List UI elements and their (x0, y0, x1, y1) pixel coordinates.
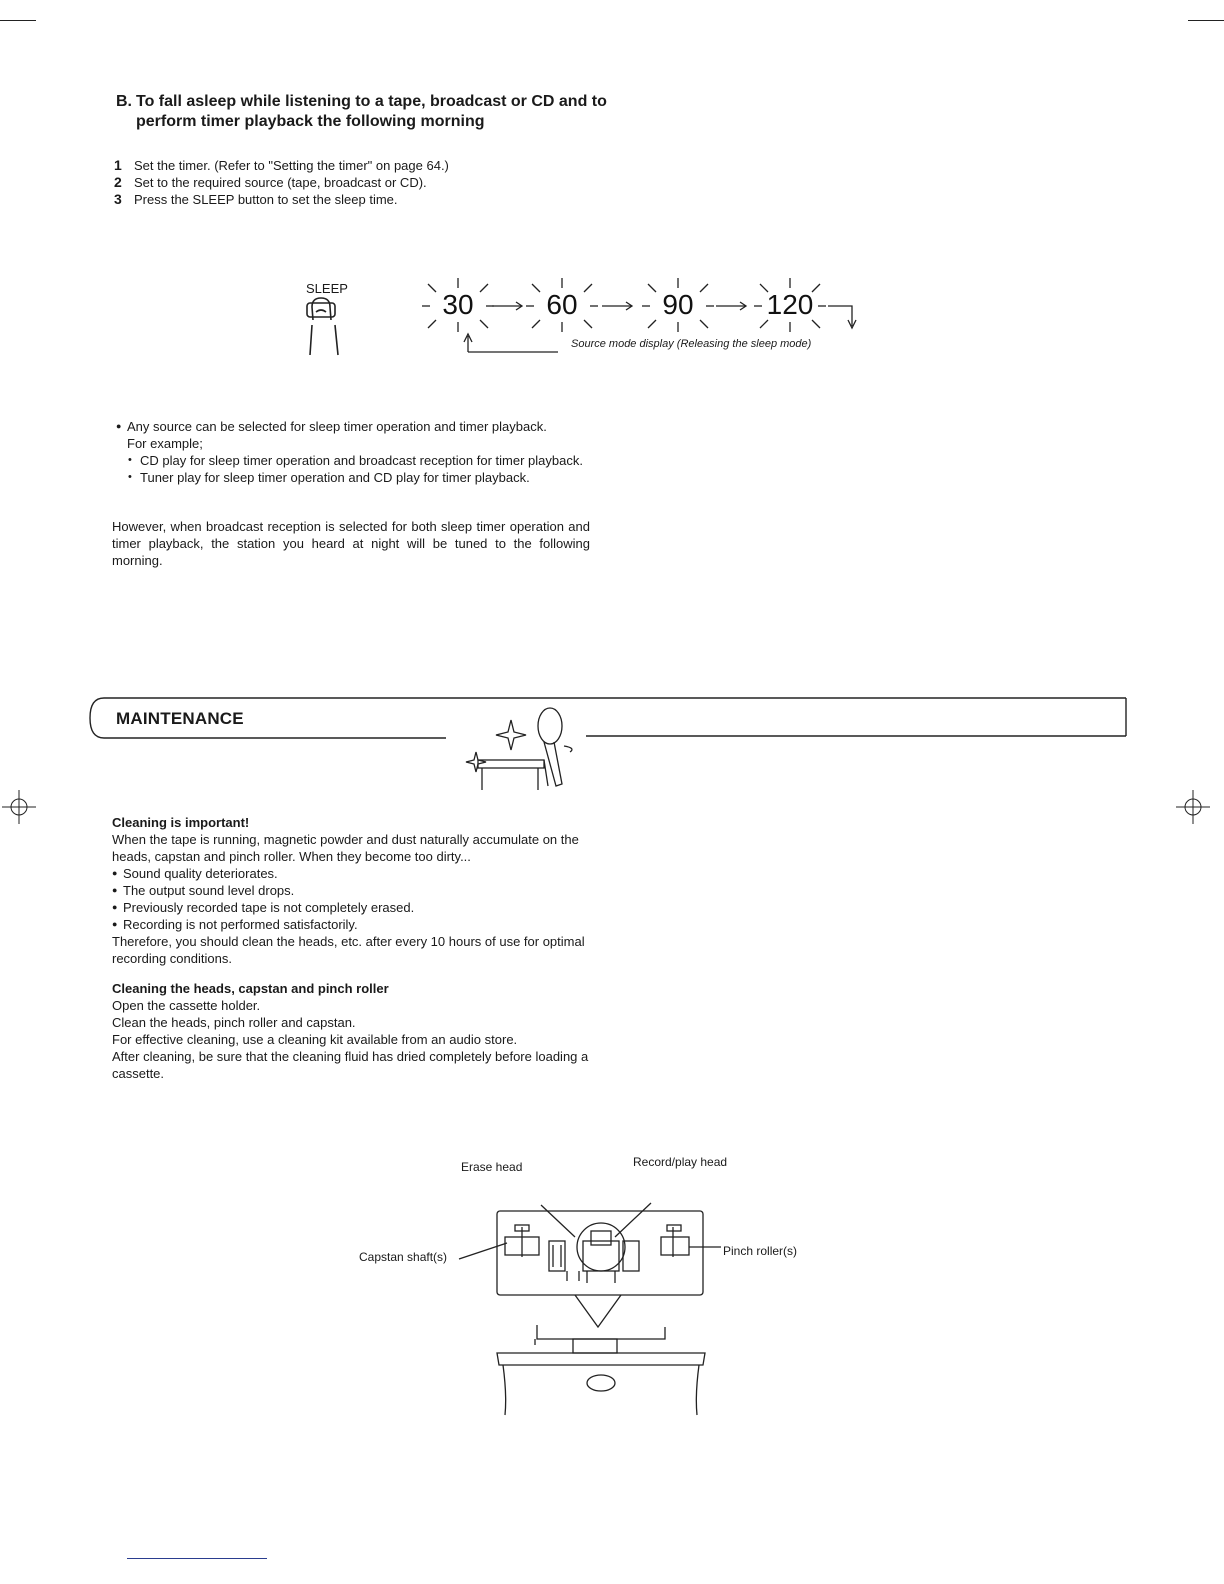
sleep-notes (116, 418, 588, 486)
steps-list (114, 157, 594, 208)
capstan-shaft-label: Capstan shaft(s) (359, 1250, 448, 1264)
heads-cleaning-section (112, 980, 598, 1082)
section-b-title (116, 92, 616, 132)
example-item: • Tuner play for sleep timer operation and CD play for timer playback. (116, 469, 588, 486)
maintenance-title: MAINTENANCE (116, 709, 244, 728)
sleep-button-label: SLEEP (306, 281, 348, 296)
trim-mark-right (1188, 20, 1224, 21)
cleaning-bullet: ● The output sound level drops. (112, 882, 598, 899)
section-b-heading: To fall asleep while listening to a tape, broadcast or CD and to perform timer playback the following morning (136, 93, 607, 130)
step-number: 1 (114, 157, 122, 173)
cleaning-heading: Cleaning is important! (112, 815, 250, 830)
heads-line: Clean the heads, pinch roller and capstan. (112, 1015, 356, 1030)
trim-mark-left (0, 20, 36, 21)
step-text: Set to the required source (tape, broadcast or CD). (134, 175, 427, 190)
registration-mark-right (1176, 790, 1210, 824)
cleaning-section (112, 814, 598, 967)
pinch-roller-label: Pinch roller(s) (723, 1244, 798, 1258)
sleep-time-90: 90 (662, 289, 694, 320)
step-number: 3 (114, 191, 122, 207)
however-paragraph: However, when broadcast reception is selected for both sleep timer operation and timer playback, the station you heard at night will be tuned to the following morning. (112, 519, 590, 568)
for-example-label: For example; (127, 436, 203, 451)
source-mode-note: Source mode display (Releasing the sleep mode) (571, 338, 812, 350)
note-bullet: ● Any source can be selected for sleep timer operation and timer playback. (116, 418, 588, 435)
heads-line: Open the cassette holder. (112, 998, 261, 1013)
cleaning-conclusion: Therefore, you should clean the heads, etc. after every 10 hours of use for optimal recording conditions. (112, 934, 585, 966)
step-text: Set the timer. (Refer to "Setting the timer" on page 64.) (134, 158, 449, 173)
example-item: • CD play for sleep timer operation and broadcast reception for timer playback. (116, 452, 588, 469)
step-text: Press the SLEEP button to set the sleep time. (134, 192, 398, 207)
cleaning-bullet: ● Sound quality deteriorates. (112, 865, 598, 882)
sleep-time-60: 60 (546, 289, 578, 320)
cleaning-bullet: ● Recording is not performed satisfactorily. (112, 916, 598, 933)
sleep-time-120: 120 (766, 289, 814, 320)
tape-head-diagram (455, 1195, 725, 1420)
step-item (114, 174, 594, 191)
step-number: 2 (114, 174, 122, 190)
step-item (114, 157, 594, 174)
registration-mark-left (2, 790, 36, 824)
erase-head-label: Erase head (461, 1160, 523, 1174)
sleep-time-30: 30 (442, 289, 474, 320)
finger-press-icon (307, 298, 338, 355)
record-play-head-label: Record/play head (633, 1155, 728, 1169)
maintenance-banner (86, 690, 1131, 800)
cleaning-intro: When the tape is running, magnetic powder and dust naturally accumulate on the heads, capstan and pinch roller. When they become too dirty... (112, 832, 579, 864)
step-item (114, 191, 594, 208)
heads-line: After cleaning, be sure that the cleaning fluid has dried completely before loading a cassette. (112, 1049, 589, 1081)
heads-line: For effective cleaning, use a cleaning kit available from an audio store. (112, 1032, 518, 1047)
heads-heading: Cleaning the heads, capstan and pinch roller (112, 981, 389, 996)
section-b-letter: B. (116, 93, 132, 110)
bottom-rule (127, 1558, 267, 1559)
cleaning-bullet: ● Previously recorded tape is not completely erased. (112, 899, 598, 916)
cleaning-brush-icon (466, 708, 572, 790)
